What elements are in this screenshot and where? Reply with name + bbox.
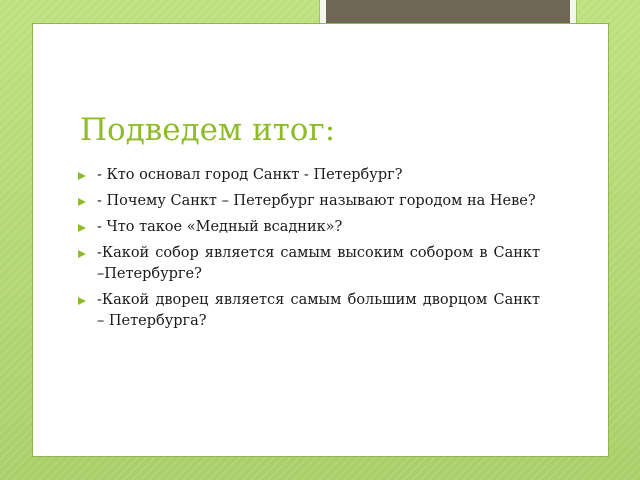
bullet-text: - Что такое «Медный всадник»?: [97, 219, 343, 235]
bullet-list: [78, 165, 540, 337]
bullet-item: [78, 191, 540, 212]
bullet-arrow-icon: [78, 224, 86, 232]
bullet-item: [78, 217, 540, 238]
bullet-arrow-icon: [78, 297, 86, 305]
bullet-arrow-icon: [78, 198, 86, 206]
bullet-item: [78, 165, 540, 186]
bullet-text: -Какой дворец является самым большим дворцом Санкт – Петербурга?: [97, 292, 540, 329]
bullet-text: - Кто основал город Санкт - Петербург?: [97, 167, 403, 183]
bullet-item: [78, 243, 540, 285]
bullet-text: -Какой собор является самым высоким собором в Санкт –Петербурге?: [97, 245, 540, 282]
bullet-item: [78, 290, 540, 332]
bullet-arrow-icon: [78, 172, 86, 180]
slide-title: Подведем итог:: [80, 112, 336, 148]
bullet-arrow-icon: [78, 250, 86, 258]
bullet-text: - Почему Санкт – Петербург называют городом на Неве?: [97, 193, 536, 209]
